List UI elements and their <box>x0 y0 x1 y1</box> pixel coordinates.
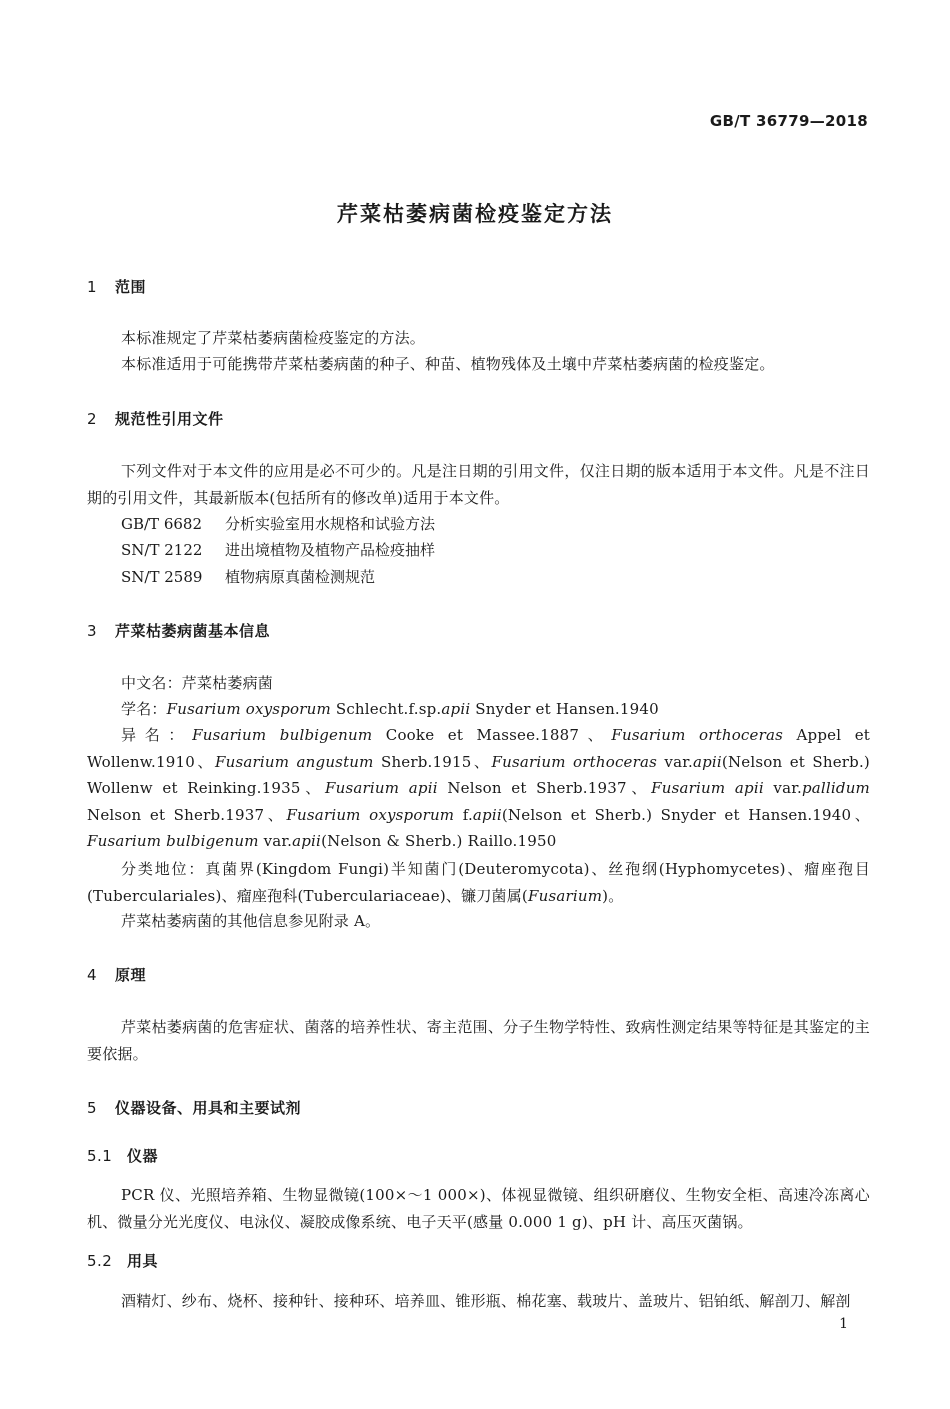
section-2-heading <box>87 408 224 429</box>
syn-name: apii <box>472 805 502 824</box>
syn-name: Fusarium apii <box>651 779 764 797</box>
syn-label: 异名： <box>121 726 193 744</box>
section-5-1-heading <box>87 1145 158 1166</box>
reference-name: 分析实验室用水规格和试验方法 <box>225 515 436 533</box>
syn-author: var. <box>763 779 802 797</box>
section-number: 3 <box>87 622 98 640</box>
syn-author: Nelson et Sherb.1937、 <box>437 779 652 797</box>
document-title: 芹菜枯萎病菌检疫鉴定方法 <box>337 202 613 226</box>
scientific-name <box>87 696 870 723</box>
section-1-para-1: 本标准规定了芹菜枯萎病菌检疫鉴定的方法。 <box>121 329 426 347</box>
section-title: 芹菜枯萎病菌基本信息 <box>115 622 271 640</box>
taxon-end: )。 <box>602 886 624 905</box>
syn-author: f. <box>454 805 473 824</box>
section-number: 4 <box>87 966 98 984</box>
syn-name: Fusarium bulbigenum <box>192 726 373 744</box>
syn-author: (Nelson et Sherb.) Snyder et Hansen.1940、 <box>501 805 870 824</box>
sci-genus-species: Fusarium oxysporum <box>166 700 331 718</box>
section-1-heading <box>87 276 146 297</box>
syn-name: Fusarium orthoceras <box>611 726 784 744</box>
section-4-para: 芹菜枯萎病菌的危害症状、菌落的培养性状、寄主范围、分子生物学特性、致病性测定结果等特征是其鉴定的主要依据。 <box>87 1018 870 1063</box>
syn-name: apii <box>292 832 322 850</box>
section-title: 范围 <box>115 278 147 296</box>
reference-code: SN/T 2589 <box>121 568 203 586</box>
section-2-intro: 下列文件对于本文件的应用是必不可少的。凡是注日期的引用文件，仅注日期的版本适用于本文件。凡是不注日期的引用文件，其最新版本(包括所有的修改单)适用于本文件。 <box>87 462 870 507</box>
sci-year: Snyder et Hansen.1940 <box>470 700 659 718</box>
section-3-heading <box>87 620 270 641</box>
synonyms <box>87 722 870 855</box>
syn-author: Appel et Wollenw.1910、 <box>87 726 870 771</box>
taxon-text: 分类地位：真菌界(Kingdom Fungi)半知菌门(Deuteromycota)、丝孢纲(Hyphomycetes)、瘤座孢目(Tuberculariales)、瘤座孢科(Tuberculariaceae)、镰刀菌属( <box>87 860 870 905</box>
section-number: 5 <box>87 1099 98 1117</box>
reference-name: 进出境植物及植物产品检疫抽样 <box>225 541 436 559</box>
reference-item <box>121 537 435 564</box>
more-info: 芹菜枯萎病菌的其他信息参见附录 A。 <box>121 912 381 930</box>
sci-author: Schlecht.f.sp. <box>330 700 442 718</box>
taxonomic-status <box>87 856 870 909</box>
syn-name: Fusarium orthoceras <box>491 752 658 771</box>
syn-author: Nelson et Sherb.1937、 <box>87 805 287 824</box>
syn-author: var. <box>657 752 693 771</box>
sci-label: 学名： <box>121 700 167 718</box>
section-title: 仪器设备、用具和主要试剂 <box>115 1099 302 1117</box>
syn-author: (Nelson & Sherb.) Raillo.1950 <box>321 832 557 850</box>
taxon-genus: Fusarium <box>528 886 603 905</box>
syn-name: apii <box>692 752 722 771</box>
syn-name: Fusarium oxysporum <box>286 805 455 824</box>
chinese-name: 中文名：芹菜枯萎病菌 <box>121 674 274 692</box>
reference-item <box>121 564 375 591</box>
section-number: 2 <box>87 410 98 428</box>
section-title: 仪器 <box>127 1147 159 1165</box>
syn-author: (Nelson et Sherb.) Wollenw et Reinking.1935、 <box>87 752 870 797</box>
section-5-heading <box>87 1097 301 1118</box>
section-title: 原理 <box>115 966 147 984</box>
section-title: 用具 <box>127 1252 159 1270</box>
section-5-1-para: PCR 仪、光照培养箱、生物显微镜(100×～1 000×)、体视显微镜、组织研磨仪、生物安全柜、高速冷冻离心机、微量分光光度仪、电泳仪、凝胶成像系统、电子天平(感量 0.000 1 g)、pH 计、高压灭菌锅。 <box>87 1186 870 1231</box>
syn-name: Fusarium apii <box>325 779 438 797</box>
section-5-2-heading <box>87 1250 158 1271</box>
section-title: 规范性引用文件 <box>115 410 224 428</box>
reference-item <box>121 511 435 538</box>
syn-name: Fusarium angustum <box>214 752 374 771</box>
syn-author: Cooke et Massee.1887、 <box>372 726 612 744</box>
section-5-2-para: 酒精灯、纱布、烧杯、接种针、接种环、培养皿、锥形瓶、棉花塞、载玻片、盖玻片、铝铂纸、解剖刀、解剖 <box>121 1292 851 1310</box>
reference-name: 植物病原真菌检测规范 <box>225 568 376 586</box>
reference-code: SN/T 2122 <box>121 541 203 559</box>
syn-name: Fusarium bulbigenum <box>87 832 259 850</box>
syn-author: var. <box>258 832 293 850</box>
page-number: 1 <box>839 1316 848 1332</box>
standard-number: GB/T 36779—2018 <box>709 112 868 130</box>
section-4-heading <box>87 964 146 985</box>
section-number: 5.1 <box>87 1147 113 1165</box>
section-number: 1 <box>87 278 98 296</box>
section-1-para-2: 本标准适用于可能携带芹菜枯萎病菌的种子、种苗、植物残体及土壤中芹菜枯萎病菌的检疫鉴定。 <box>121 355 775 373</box>
section-number: 5.2 <box>87 1252 113 1270</box>
sci-forma: apii <box>441 700 471 718</box>
syn-name: pallidum <box>801 779 870 797</box>
syn-author: Sherb.1915、 <box>373 752 492 771</box>
reference-code: GB/T 6682 <box>121 515 203 533</box>
